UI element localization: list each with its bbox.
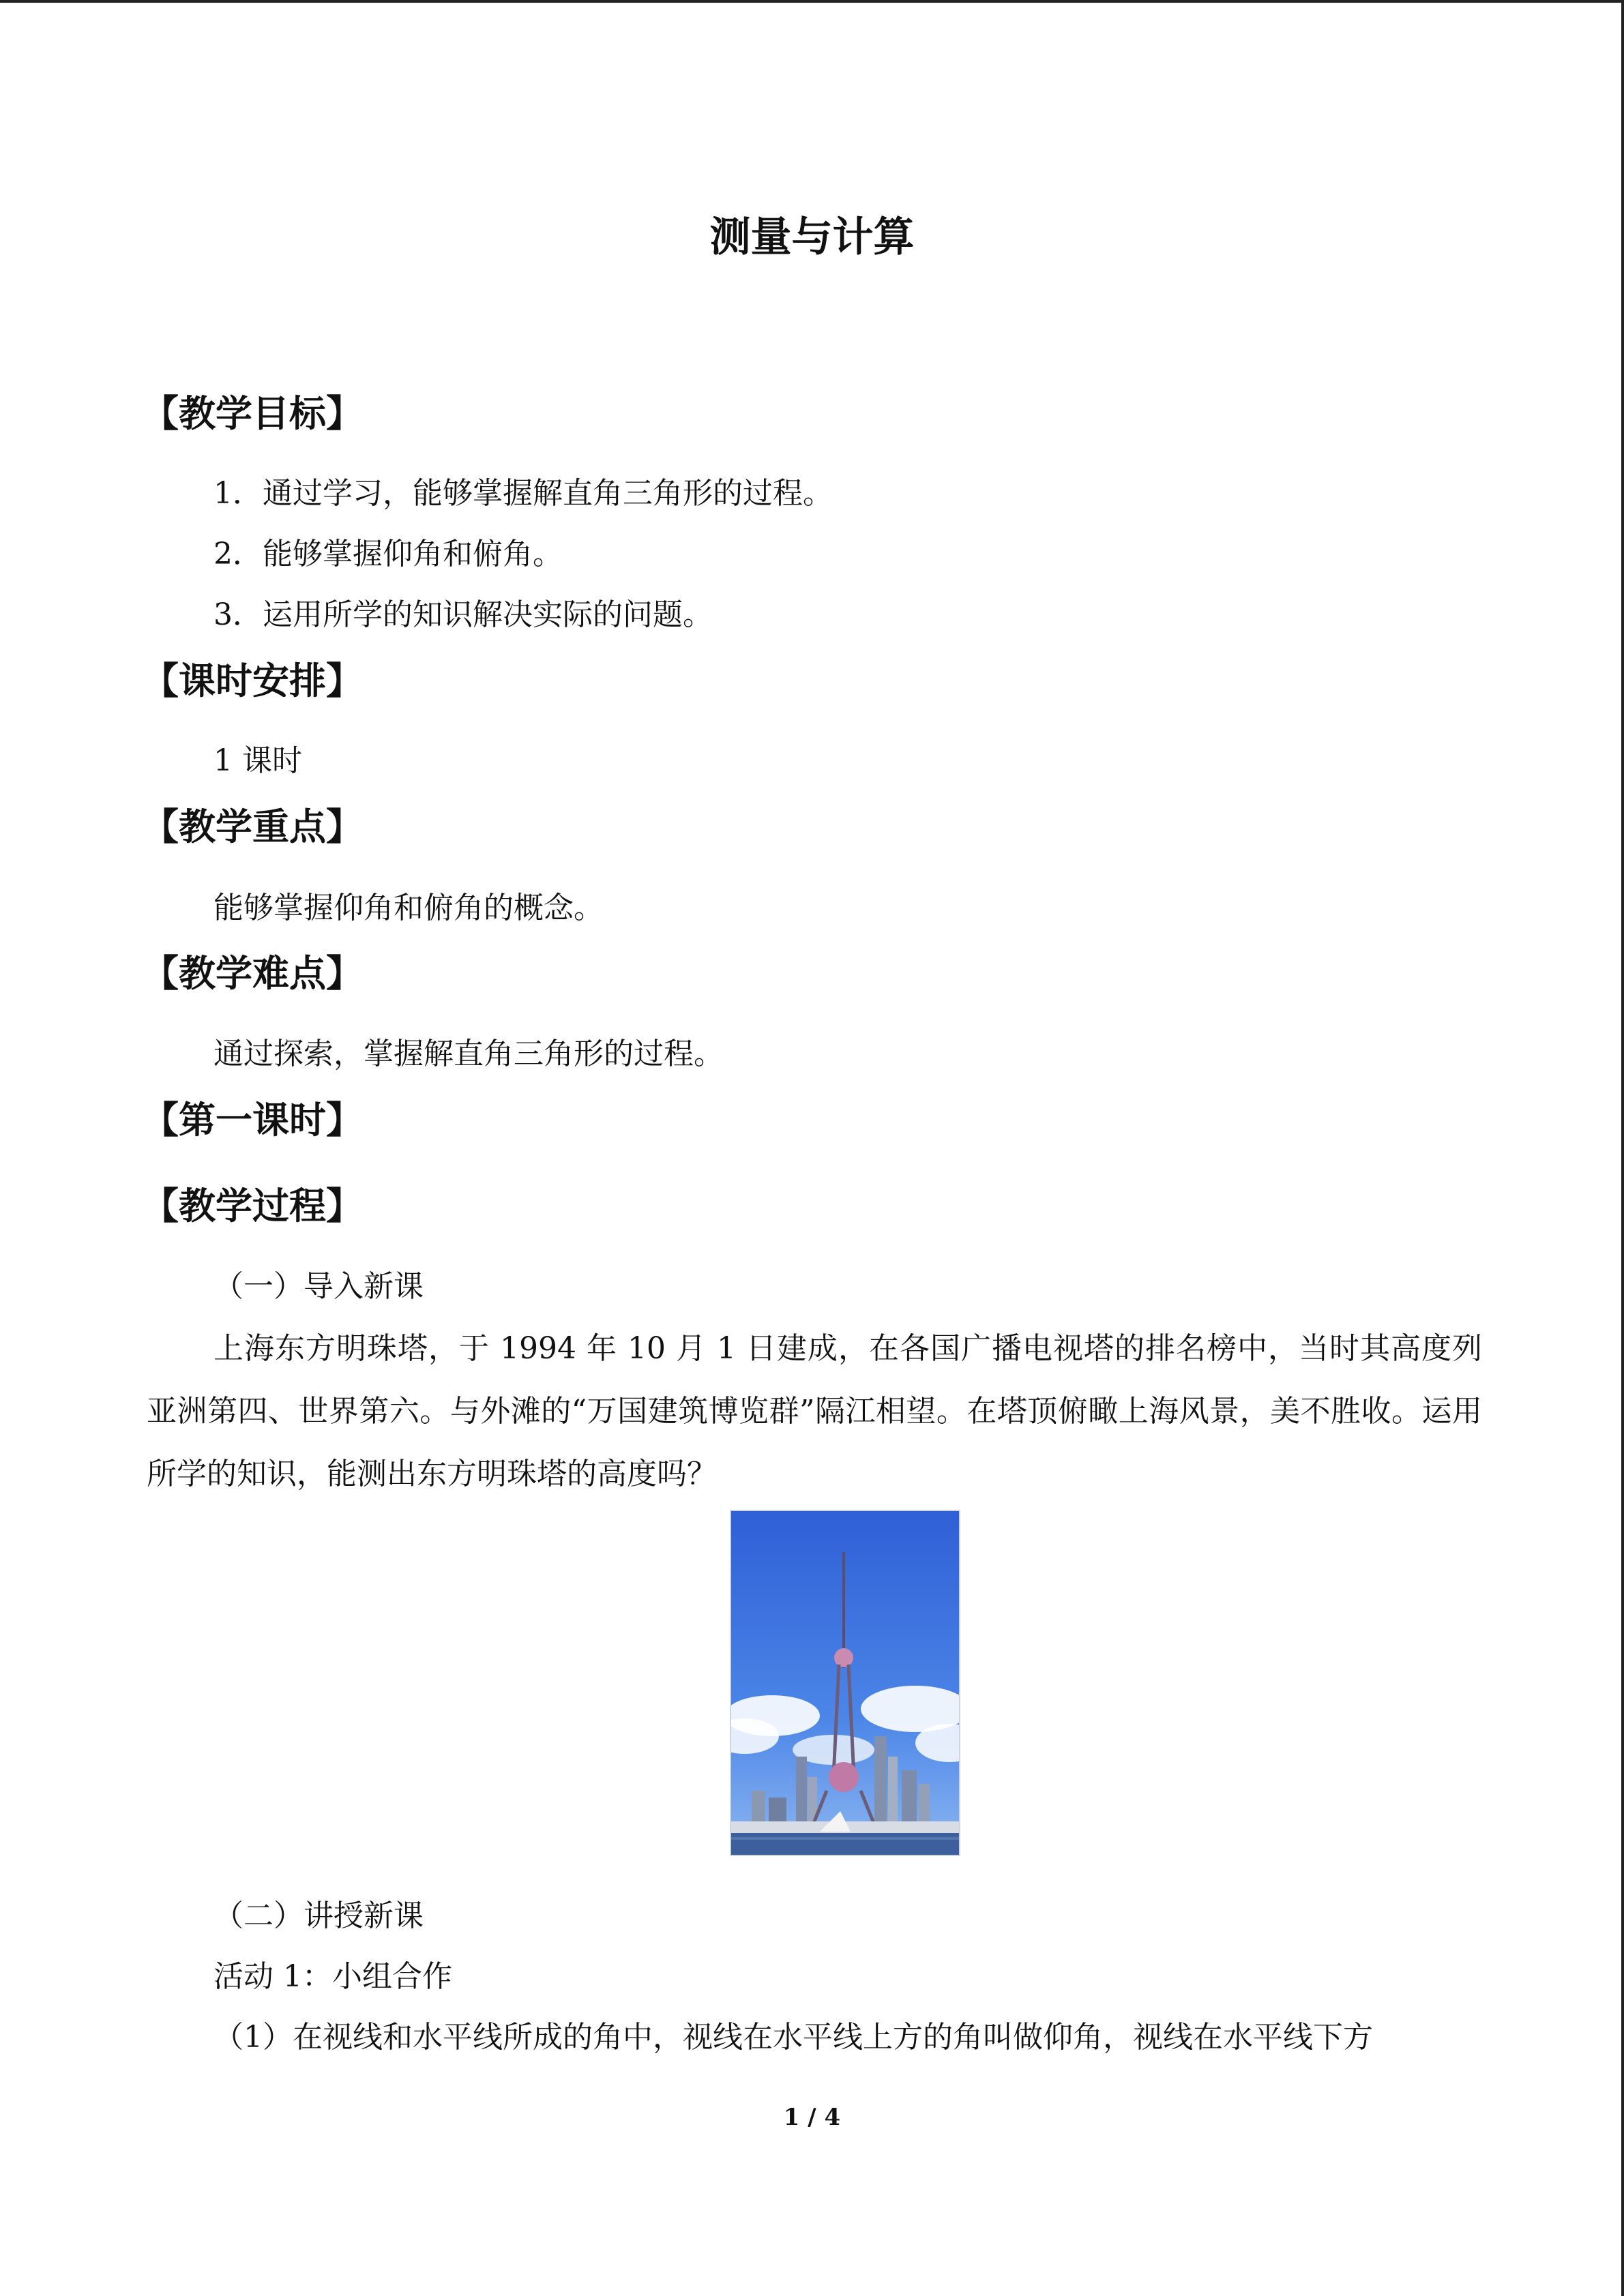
difficulties-text: 通过探索，掌握解直角三角形的过程。 <box>213 1037 724 1071</box>
key-points-text: 能够掌握仰角和俯角的概念。 <box>213 891 604 925</box>
skyline-illustration <box>731 1511 960 1856</box>
heading-objectives: 【教学目标】 <box>142 392 363 435</box>
objective-item-3: 3．运用所学的知识解决实际的问题。 <box>213 597 713 632</box>
intro-paragraph: 上海东方明珠塔，于 1994 年 10 月 1 日建成，在各国广播电视塔的排名榜中，当时其高度列亚洲第四、世界第六。与外滩的“万国建筑博览群”隔江相望。在塔顶俯瞰上海风景，美不胜收。运用所学的知识，能测出东方明珠塔的高度吗？ <box>147 1331 1482 1491</box>
heading-schedule: 【课时安排】 <box>142 659 363 702</box>
objective-item-1: 1．通过学习，能够掌握解直角三角形的过程。 <box>213 476 833 511</box>
pearl-tower-photo <box>730 1510 960 1856</box>
schedule-text: 1 课时 <box>213 743 302 778</box>
page-number: 1 / 4 <box>783 2104 841 2131</box>
activity-text: （1）在视线和水平线所成的角中，视线在水平线上方的角叫做仰角，视线在水平线下方 <box>213 2020 1373 2055</box>
objective-item-2: 2．能够掌握仰角和俯角。 <box>213 537 563 571</box>
heading-process: 【教学过程】 <box>142 1184 363 1227</box>
heading-key-points: 【教学重点】 <box>142 805 363 848</box>
heading-difficulties: 【教学难点】 <box>142 952 363 995</box>
activity-label: 活动 1：小组合作 <box>213 1959 452 1994</box>
heading-first-lesson: 【第一课时】 <box>142 1099 363 1142</box>
document-title: 测量与计算 <box>709 213 915 261</box>
intro-label: （一）导入新课 <box>213 1269 424 1304</box>
lecture-label: （二）讲授新课 <box>213 1898 424 1933</box>
